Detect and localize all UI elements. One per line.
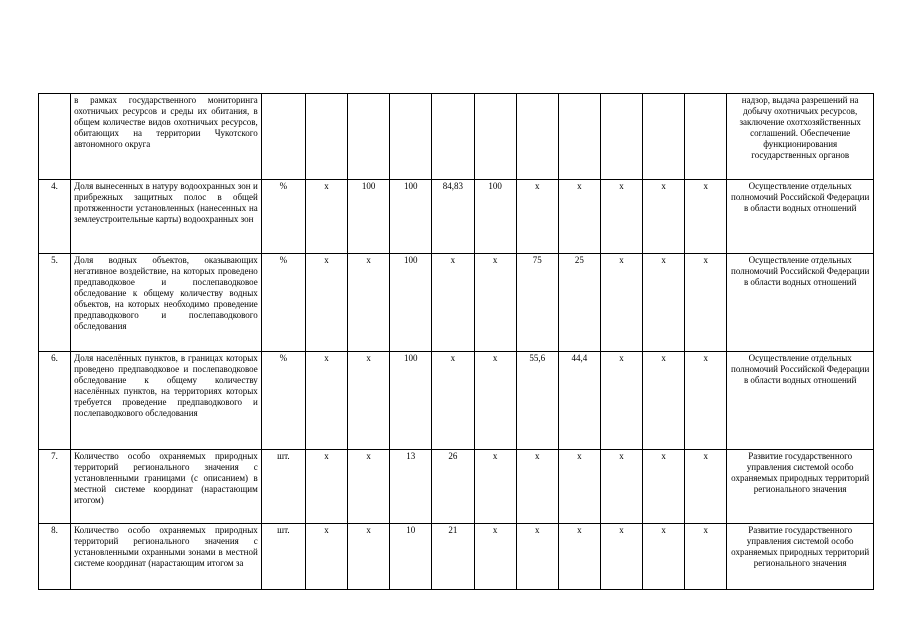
indicators-table xyxy=(38,93,874,590)
unit-cell: % xyxy=(261,180,305,254)
value-cell: х xyxy=(474,524,516,590)
value-cell: х xyxy=(600,352,642,450)
value-cell: х xyxy=(600,450,642,524)
value-cell: х xyxy=(643,352,685,450)
value-cell: х xyxy=(348,524,390,590)
value-cell xyxy=(432,94,474,180)
value-cell xyxy=(390,94,432,180)
value-cell: х xyxy=(685,180,727,254)
row-number: 4. xyxy=(39,180,71,254)
row-number: 8. xyxy=(39,524,71,590)
value-cell: 100 xyxy=(348,180,390,254)
value-cell: х xyxy=(516,450,558,524)
table-row xyxy=(39,524,874,590)
value-cell: 55,6 xyxy=(516,352,558,450)
unit-cell: шт. xyxy=(261,524,305,590)
indicator-name: Доля населённых пунктов, в границах которых проведено предпаводковое и послепаводковое обследование к общему количеству населённых пунктов, на территориях которых требуется проведение предпаводкового и послепаводкового обследования xyxy=(71,352,262,450)
value-cell: х xyxy=(685,450,727,524)
table-row xyxy=(39,180,874,254)
value-cell: х xyxy=(558,524,600,590)
table-row xyxy=(39,254,874,352)
note-cell: Развитие государственного управления системой особо охраняемых природных территорий регионального значения xyxy=(727,524,874,590)
value-cell: 44,4 xyxy=(558,352,600,450)
note-cell: Осуществление отдельных полномочий Российской Федерации в области водных отношений xyxy=(727,180,874,254)
indicator-name: Доля вынесенных в натуру водоохранных зон и прибрежных защитных полос в общей протяженности установленных (нанесенных на землеустроительные карты) водоохранных зон xyxy=(71,180,262,254)
value-cell: х xyxy=(600,254,642,352)
value-cell: х xyxy=(305,352,347,450)
value-cell: х xyxy=(600,524,642,590)
unit-cell: % xyxy=(261,254,305,352)
value-cell: х xyxy=(474,254,516,352)
indicator-name: Количество особо охраняемых природных территорий регионального значения с установленными границами (с описанием) в местной системе координат (нарастающим итогом) xyxy=(71,450,262,524)
value-cell: х xyxy=(685,254,727,352)
value-cell: 13 xyxy=(390,450,432,524)
value-cell: х xyxy=(348,450,390,524)
value-cell xyxy=(600,94,642,180)
value-cell: х xyxy=(516,180,558,254)
value-cell xyxy=(305,94,347,180)
value-cell: х xyxy=(348,352,390,450)
value-cell: х xyxy=(558,450,600,524)
note-cell: Осуществление отдельных полномочий Российской Федерации в области водных отношений xyxy=(727,254,874,352)
value-cell: х xyxy=(685,352,727,450)
value-cell: 21 xyxy=(432,524,474,590)
note-cell: надзор, выдача разрешений на добычу охотничьих ресурсов, заключение охотхозяйственных соглашений. Обеспечение функционирования государственных органов xyxy=(727,94,874,180)
value-cell: х xyxy=(305,180,347,254)
unit-cell xyxy=(261,94,305,180)
value-cell: х xyxy=(685,524,727,590)
indicator-name: Доля водных объектов, оказывающих негативное воздействие, на которых проведено предпаводковое и послепаводковое обследование к общему количеству водных объектов, на которых необходимо проведение предпаводкового и послепаводкового обследования xyxy=(71,254,262,352)
table-body xyxy=(39,94,874,590)
value-cell xyxy=(474,94,516,180)
value-cell: 100 xyxy=(390,352,432,450)
value-cell: х xyxy=(474,450,516,524)
value-cell: х xyxy=(643,254,685,352)
value-cell: х xyxy=(432,352,474,450)
value-cell: 25 xyxy=(558,254,600,352)
value-cell: х xyxy=(305,254,347,352)
value-cell: 100 xyxy=(390,254,432,352)
table-row xyxy=(39,94,874,180)
value-cell: 100 xyxy=(390,180,432,254)
note-cell: Осуществление отдельных полномочий Российской Федерации в области водных отношений xyxy=(727,352,874,450)
unit-cell: % xyxy=(261,352,305,450)
value-cell xyxy=(558,94,600,180)
value-cell: х xyxy=(474,352,516,450)
value-cell: 84,83 xyxy=(432,180,474,254)
value-cell xyxy=(643,94,685,180)
indicator-name: в рамках государственного мониторинга охотничьих ресурсов и среды их обитания, в общем количестве видов охотничьих ресурсов, обитающих на территории Чукотского автономного округа xyxy=(71,94,262,180)
table-row xyxy=(39,450,874,524)
value-cell: х xyxy=(305,524,347,590)
value-cell: 75 xyxy=(516,254,558,352)
value-cell: 100 xyxy=(474,180,516,254)
value-cell: х xyxy=(643,450,685,524)
value-cell: 26 xyxy=(432,450,474,524)
value-cell: х xyxy=(348,254,390,352)
indicator-name: Количество особо охраняемых природных территорий регионального значения с установленными охранными зонами в местной системе координат (нарастающим итогом за xyxy=(71,524,262,590)
document-page xyxy=(38,93,874,590)
value-cell: 10 xyxy=(390,524,432,590)
row-number: 5. xyxy=(39,254,71,352)
value-cell: х xyxy=(432,254,474,352)
value-cell: х xyxy=(305,450,347,524)
value-cell: х xyxy=(558,180,600,254)
value-cell xyxy=(516,94,558,180)
table-row xyxy=(39,352,874,450)
value-cell xyxy=(685,94,727,180)
value-cell: х xyxy=(516,524,558,590)
value-cell: х xyxy=(600,180,642,254)
row-number: 7. xyxy=(39,450,71,524)
note-cell: Развитие государственного управления системой особо охраняемых природных территорий регионального значения xyxy=(727,450,874,524)
unit-cell: шт. xyxy=(261,450,305,524)
row-number: 6. xyxy=(39,352,71,450)
value-cell: х xyxy=(643,524,685,590)
value-cell: х xyxy=(643,180,685,254)
row-number xyxy=(39,94,71,180)
value-cell xyxy=(348,94,390,180)
